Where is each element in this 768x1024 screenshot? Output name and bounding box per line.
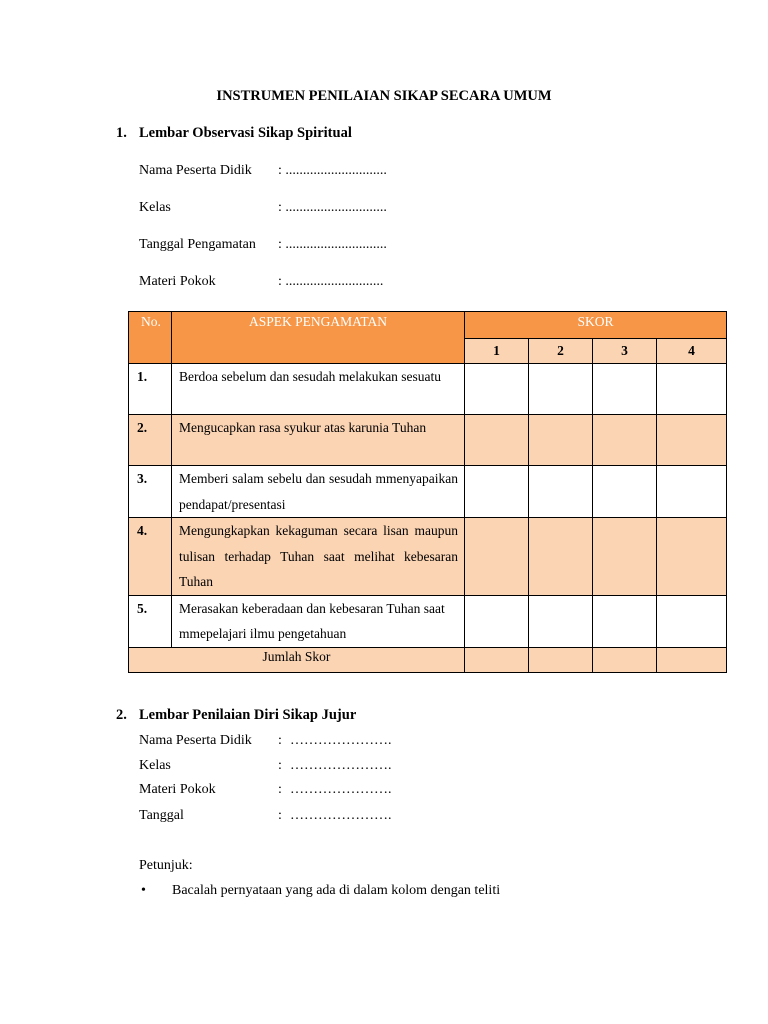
field-colon: : (278, 733, 282, 748)
bullet-icon: • (141, 883, 146, 898)
field-value: …………………. (290, 808, 392, 823)
section-1-number: 1. (116, 125, 127, 141)
table-header-row (129, 312, 727, 339)
field-label: Materi Pokok (139, 782, 216, 797)
table-row (129, 466, 727, 518)
score-cell[interactable] (657, 466, 727, 518)
header-no: No. (129, 312, 172, 364)
total-score-cell[interactable] (657, 647, 727, 672)
field-label: Kelas (139, 758, 171, 773)
field-colon: : (278, 758, 282, 773)
score-cell[interactable] (529, 364, 593, 415)
score-cell[interactable] (465, 466, 529, 518)
field-label: Nama Peserta Didik (139, 163, 252, 178)
field-value: …………………. (290, 758, 392, 773)
score-col-3: 3 (593, 339, 657, 364)
score-cell[interactable] (465, 415, 529, 466)
score-col-4: 4 (657, 339, 727, 364)
row-aspect: Mengungkapkan kekaguman secara lisan maupun tulisan terhadap Tuhan saat melihat kebesaran Tuhan (172, 518, 465, 596)
score-col-2: 2 (529, 339, 593, 364)
field-value: …………………. (290, 782, 392, 797)
field-value: : ............................. (278, 163, 387, 178)
field-value: : ............................. (278, 237, 387, 252)
total-score-cell[interactable] (465, 647, 529, 672)
score-cell[interactable] (657, 595, 727, 647)
field-label: Materi Pokok (139, 274, 216, 289)
header-score: SKOR (465, 312, 727, 339)
field-colon: : (278, 782, 282, 797)
score-cell[interactable] (529, 466, 593, 518)
field-label: Tanggal (139, 808, 184, 823)
score-cell[interactable] (657, 415, 727, 466)
score-cell[interactable] (657, 518, 727, 596)
section-2-number: 2. (116, 707, 127, 723)
instructions-label: Petunjuk: (139, 858, 193, 873)
total-score-cell[interactable] (593, 647, 657, 672)
header-aspect: ASPEK PENGAMATAN (172, 312, 465, 364)
field-label: Tanggal Pengamatan (139, 237, 256, 252)
score-cell[interactable] (593, 518, 657, 596)
table-row (129, 364, 727, 415)
field-value: …………………. (290, 733, 392, 748)
row-aspect: Merasakan keberadaan dan kebesaran Tuhan saat mmepelajari ilmu pengetahuan (172, 595, 465, 647)
field-value: : ............................. (278, 200, 387, 215)
table-row (129, 595, 727, 647)
score-cell[interactable] (529, 595, 593, 647)
total-row (129, 647, 727, 672)
score-cell[interactable] (593, 466, 657, 518)
score-cell[interactable] (465, 595, 529, 647)
row-aspect: Berdoa sebelum dan sesudah melakukan sesuatu (172, 364, 465, 415)
field-label: Nama Peserta Didik (139, 733, 252, 748)
score-cell[interactable] (465, 364, 529, 415)
score-col-1: 1 (465, 339, 529, 364)
total-label: Jumlah Skor (129, 647, 465, 672)
instruction-item: Bacalah pernyataan yang ada di dalam kolom dengan teliti (172, 883, 501, 898)
field-value: : ............................ (278, 274, 384, 289)
table-row (129, 518, 727, 596)
score-cell[interactable] (593, 364, 657, 415)
row-aspect: Mengucapkan rasa syukur atas karunia Tuhan (172, 415, 465, 466)
score-cell[interactable] (593, 415, 657, 466)
row-number: 3. (129, 466, 172, 518)
field-colon: : (278, 808, 282, 823)
score-cell[interactable] (593, 595, 657, 647)
row-number: 1. (129, 364, 172, 415)
score-cell[interactable] (657, 364, 727, 415)
row-number: 2. (129, 415, 172, 466)
score-cell[interactable] (529, 518, 593, 596)
row-aspect: Memberi salam sebelu dan sesudah mmenyapaikan pendapat/presentasi (172, 466, 465, 518)
score-cell[interactable] (465, 518, 529, 596)
row-number: 5. (129, 595, 172, 647)
section-1-heading: Lembar Observasi Sikap Spiritual (139, 125, 352, 141)
section-2-heading: Lembar Penilaian Diri Sikap Jujur (139, 707, 357, 723)
row-number: 4. (129, 518, 172, 596)
document-title: INSTRUMEN PENILAIAN SIKAP SECARA UMUM (216, 88, 552, 104)
observation-table (128, 311, 727, 673)
total-score-cell[interactable] (529, 647, 593, 672)
table-row (129, 415, 727, 466)
field-label: Kelas (139, 200, 171, 215)
score-cell[interactable] (529, 415, 593, 466)
